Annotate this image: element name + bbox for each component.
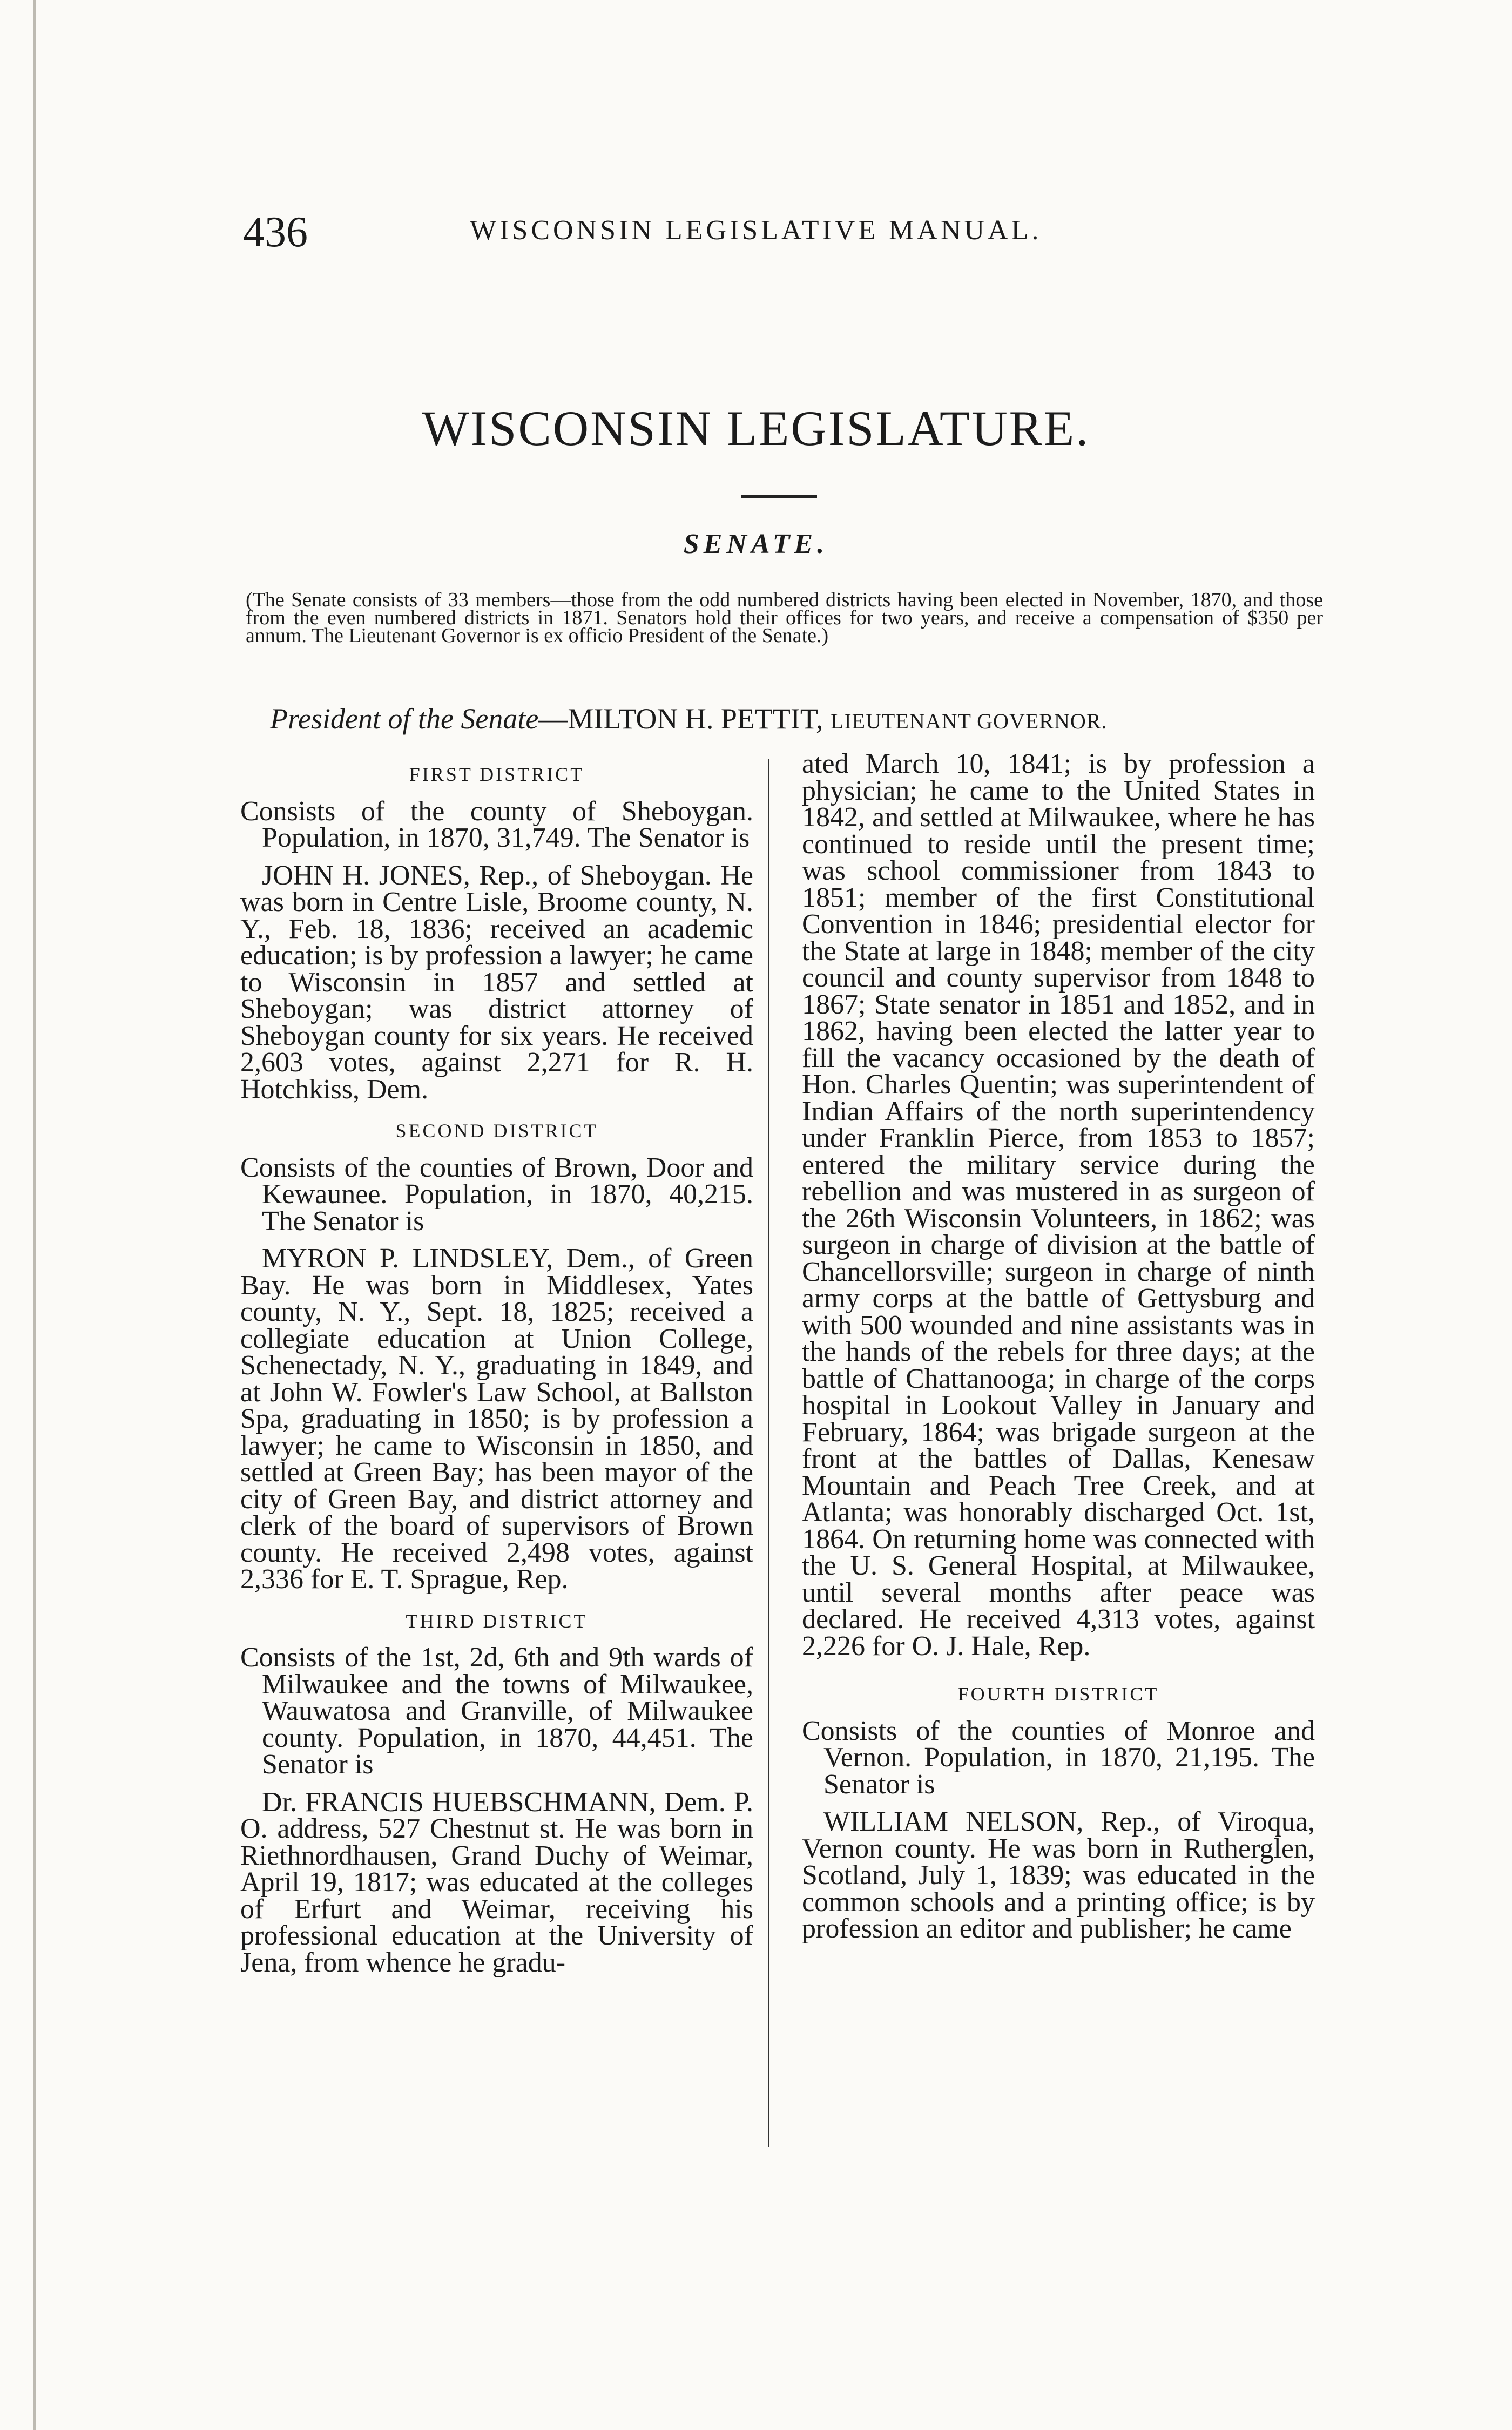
district-heading-third: THIRD DISTRICT <box>406 1610 588 1632</box>
president-line <box>270 702 1323 735</box>
intro-note: (The Senate consists of 33 members—those from the odd numbered districts having been elected in November, 1870, and those from the even numbered districts in 1871. Senators hold their offices for two years, and receive a compensation of $350 per annum. The Lieutenant Governor is ex officio President of the Senate.) <box>246 589 1323 647</box>
page-number: 436 <box>243 208 308 256</box>
page-title: WISCONSIN LEGISLATURE. <box>422 401 1090 456</box>
title-rule <box>741 495 817 498</box>
senator-bio-nelson: WILLIAM NELSON, Rep., of Viroqua, Vernon county. He was born in Rutherglen, Scotland, July 1, 1839; was educated in the common schools and a printing office; is by profession an editor and publisher; he came <box>802 1806 1315 1944</box>
running-title: WISCONSIN LEGISLATIVE MANUAL. <box>470 215 1042 246</box>
senator-bio-jones: JOHN H. JONES, Rep., of Sheboygan. He was born in Centre Lisle, Broome county, N. Y., Feb. 18, 1836; received an academic education; is by profession a lawyer; he came to Wisconsin in 1857 and settled at Sheboygan; was district attorney of Sheboygan county for six years. He received 2,603 votes, against 2,271 for R. H. Hotchkiss, Dem. <box>240 860 753 1105</box>
senator-bio-lindsley: MYRON P. LINDSLEY, Dem., of Green Bay. He was born in Middlesex, Yates county, N. Y., Sept. 18, 1825; received a collegiate education at Union College, Schenectady, N. Y., graduating in 1849, and at John W. Fowler's Law School, at Ballston Spa, graduating in 1850; is by profession a lawyer; he came to Wisconsin in 1850, and settled at Green Bay; has been mayor of the city of Green Bay, and district attorney and clerk of the board of supervisors of Brown county. He received 2,498 votes, against 2,336 for E. T. Sprague, Rep. <box>240 1243 753 1595</box>
president-title: LIEUTENANT GOVERNOR. <box>830 709 1108 733</box>
district-heading-fourth: FOURTH DISTRICT <box>957 1683 1159 1705</box>
left-column <box>240 751 753 1991</box>
page-edge <box>33 0 36 2430</box>
president-label: President of the Senate <box>270 703 539 735</box>
senator-bio-huebschmann-continued: ated March 10, 1841; is by profession a physician; he came to the United States in 1842, and settled at Milwaukee, where he has continued to reside until the present time; was school commissioner from 1843 to 1851; member of the first Constitutional Convention in 1846; presidential elector for the State at large in 1848; member of the city council and county supervisor from 1848 to 1867; State senator in 1851 and 1852, and in 1862, having been elected the latter year to fill the vacancy occasioned by the death of Hon. Charles Quentin; was superintendent of Indian Affairs of the north superintendency under Franklin Pierce, from 1853 to 1857; entered the military service during the rebellion and was mustered in as surgeon of the 26th Wisconsin Volunteers, in 1862; was surgeon in charge of division at the battle of Chancellorsville; surgeon in charge of ninth army corps at the battle of Gettysburg and with 500 wounded and nine assistants was in the hands of the rebels for three days; at the battle of Chattanooga; in charge of the corps hospital in Lookout Valley in January and February, 1864; was brigade surgeon at the front at the battles of Dallas, Kenesaw Mountain and Peach Tree Creek, and at Atlanta; was honorably discharged Oct. 1st, 1864. On returning home was connected with the U. S. General Hospital, at Milwaukee, until several months after peace was declared. He received 4,313 votes, against 2,226 for O. J. Hale, Rep. <box>802 748 1315 1662</box>
district-description-fourth: Consists of the counties of Monroe and Vernon. Population, in 1870, 21,195. The Senator is <box>802 1715 1315 1800</box>
senator-bio-huebschmann: Dr. FRANCIS HUEBSCHMANN, Dem. P. O. address, 527 Chestnut st. He was born in Riethnordhausen, Grand Duchy of Weimar, April 19, 1817; was educated at the colleges of Erfurt and Weimar, receiving his professional education at the University of Jena, from whence he gradu- <box>240 1786 753 1978</box>
district-description-first: Consists of the county of Sheboygan. Population, in 1870, 31,749. The Senator is <box>240 795 753 853</box>
running-header <box>243 208 1161 267</box>
district-description-third: Consists of the 1st, 2d, 6th and 9th wards of Milwaukee and the towns of Milwaukee, Wauwatosa and Granville, of Milwaukee county. Population, in 1870, 44,451. The Senator is <box>240 1642 753 1780</box>
section-heading: SENATE. <box>683 529 829 559</box>
district-heading-first: FIRST DISTRICT <box>409 764 585 785</box>
right-column <box>802 748 1315 1958</box>
district-heading-second: SECOND DISTRICT <box>395 1120 598 1142</box>
president-name: —MILTON H. PETTIT, <box>538 703 831 735</box>
district-description-second: Consists of the counties of Brown, Door and Kewaunee. Population, in 1870, 40,215. The Senator is <box>240 1152 753 1237</box>
column-divider <box>768 759 770 2146</box>
